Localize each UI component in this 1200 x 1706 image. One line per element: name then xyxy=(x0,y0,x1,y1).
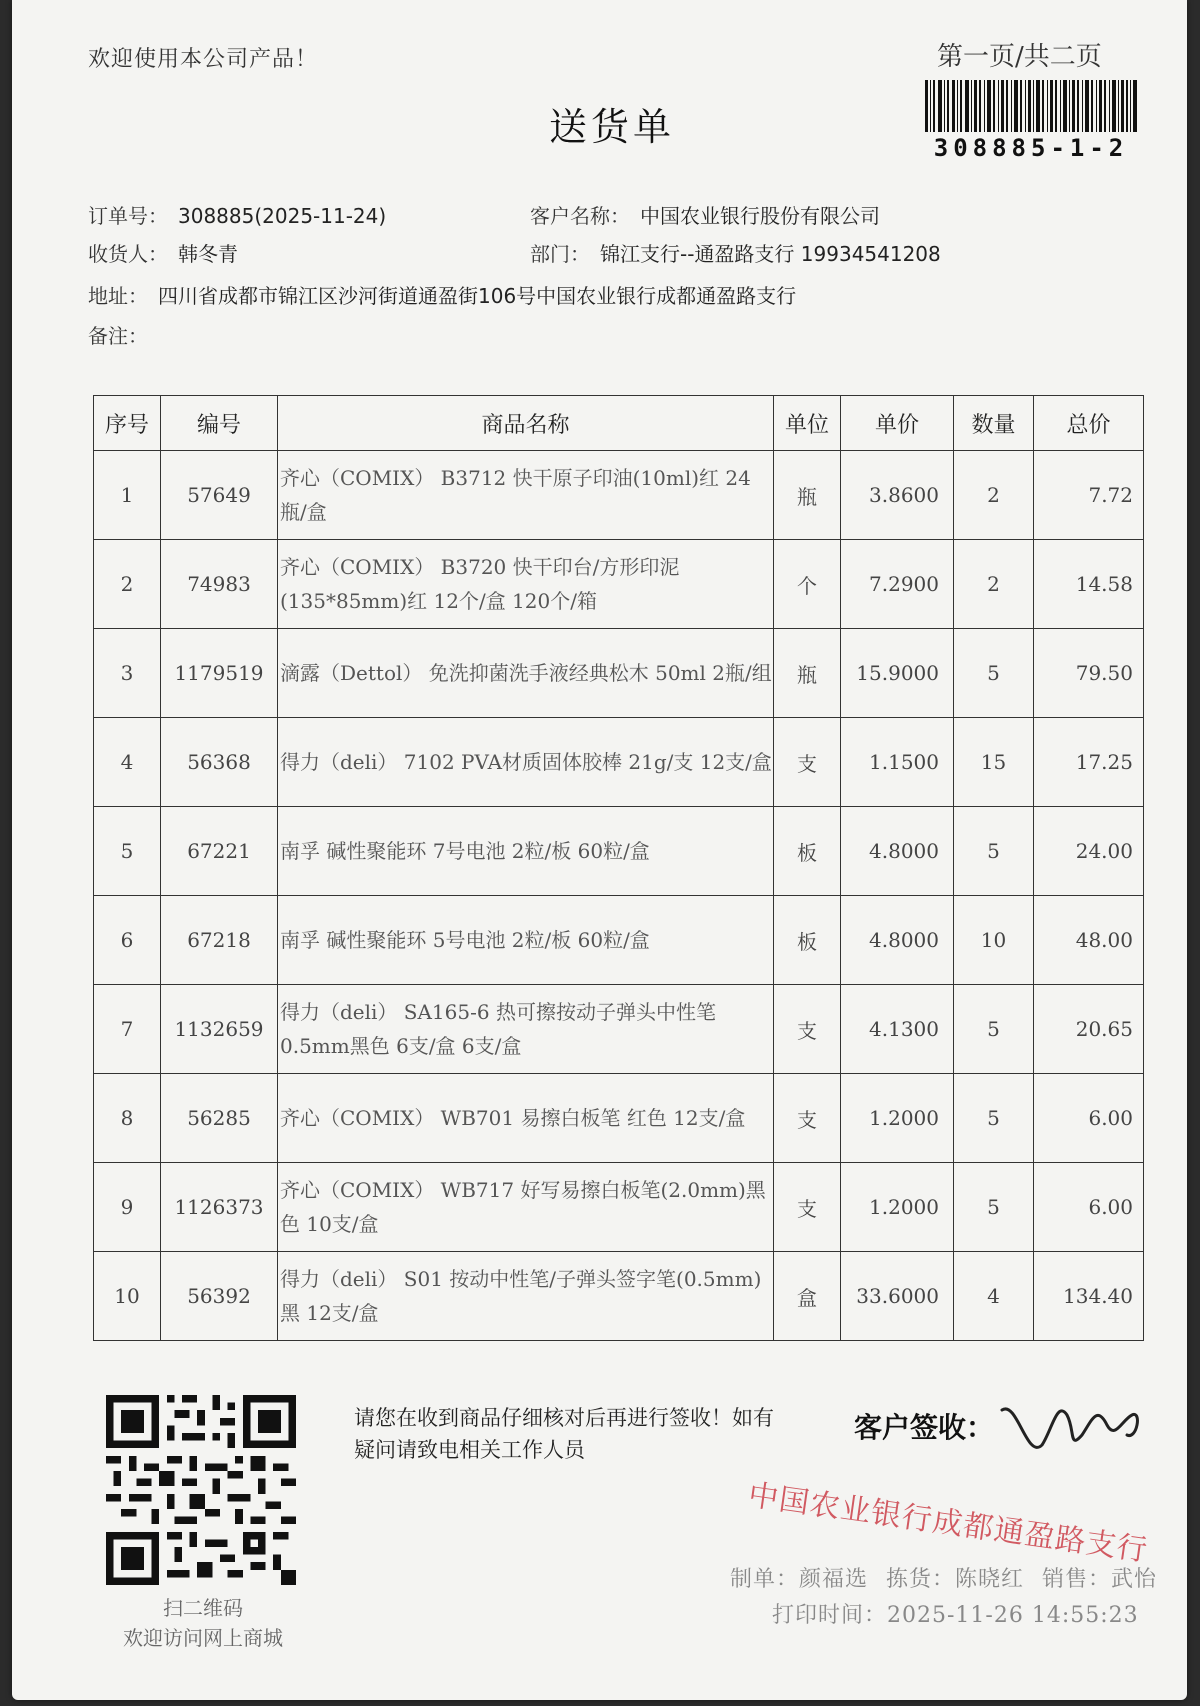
header-unit: 单位 xyxy=(774,396,841,451)
row-product-name: 得力（deli） S01 按动中性笔/子弹头签字笔(0.5mm)黑 12支/盒 xyxy=(278,1252,774,1341)
customer-name-field xyxy=(530,200,880,229)
staff-info xyxy=(730,1562,1167,1593)
page-indicator: 第一页/共二页 xyxy=(937,42,1102,72)
department-value: 锦江支行--通盈路支行 19934541208 xyxy=(600,242,941,266)
remark-field xyxy=(88,320,148,349)
qr-caption-line1: 扫二维码 xyxy=(163,1596,243,1620)
qr-caption-line2: 欢迎访问网上商城 xyxy=(123,1626,283,1650)
row-product-name: 齐心（COMIX） B3720 快干印台/方形印泥(135*85mm)红 12个/盒 120个/箱 xyxy=(278,540,774,629)
table-row xyxy=(94,718,1144,807)
row-unit-price: 7.2900 xyxy=(841,540,954,629)
row-product-name: 齐心（COMIX） WB717 好写易擦白板笔(2.0mm)黑色 10支/盒 xyxy=(278,1163,774,1252)
row-code: 1179519 xyxy=(161,629,278,718)
items-table xyxy=(93,395,1144,1341)
row-unit: 瓶 xyxy=(774,451,841,540)
address-label: 地址： xyxy=(88,284,148,308)
customer-name-label: 客户名称： xyxy=(530,204,630,228)
row-code: 1126373 xyxy=(161,1163,278,1252)
table-row xyxy=(94,1074,1144,1163)
row-product-name: 滴露（Dettol） 免洗抑菌洗手液经典松木 50ml 2瓶/组 xyxy=(278,629,774,718)
bank-stamp: 中国农业银行成都通盈路支行 xyxy=(746,1477,1150,1569)
row-total: 48.00 xyxy=(1034,896,1144,985)
welcome-text: 欢迎使用本公司产品！ xyxy=(88,47,319,72)
row-quantity: 4 xyxy=(954,1252,1034,1341)
row-code: 74983 xyxy=(161,540,278,629)
department-label: 部门： xyxy=(530,242,590,266)
row-unit: 板 xyxy=(774,807,841,896)
signature-scribble xyxy=(997,1390,1147,1470)
table-row xyxy=(94,540,1144,629)
row-total: 6.00 xyxy=(1034,1163,1144,1252)
row-quantity: 10 xyxy=(954,896,1034,985)
department-field xyxy=(530,238,941,267)
receiver-field xyxy=(88,238,238,267)
row-unit-price: 1.2000 xyxy=(841,1163,954,1252)
barcode-number: 308885-1-2 xyxy=(933,134,1129,162)
row-total: 20.65 xyxy=(1034,985,1144,1074)
remark-label: 备注： xyxy=(88,324,148,348)
row-seq: 5 xyxy=(94,807,161,896)
row-unit-price: 4.1300 xyxy=(841,985,954,1074)
document-title: 送货单 xyxy=(548,105,675,149)
table-row xyxy=(94,451,1144,540)
row-unit-price: 15.9000 xyxy=(841,629,954,718)
picker-label: 拣货：陈晓红 xyxy=(886,1567,1025,1592)
row-seq: 10 xyxy=(94,1252,161,1341)
row-product-name: 齐心（COMIX） WB701 易擦白板笔 红色 12支/盒 xyxy=(278,1074,774,1163)
row-seq: 4 xyxy=(94,718,161,807)
maker-label: 制单：颜福选 xyxy=(730,1567,869,1592)
table-row xyxy=(94,807,1144,896)
row-quantity: 5 xyxy=(954,985,1034,1074)
address-value: 四川省成都市锦江区沙河街道通盈街106号中国农业银行成都通盈路支行 xyxy=(158,284,797,308)
row-product-name: 南孚 碱性聚能环 7号电池 2粒/板 60粒/盒 xyxy=(278,807,774,896)
row-product-name: 南孚 碱性聚能环 5号电池 2粒/板 60粒/盒 xyxy=(278,896,774,985)
order-number-value: 308885(2025-11-24) xyxy=(178,204,387,228)
row-quantity: 5 xyxy=(954,1074,1034,1163)
row-seq: 6 xyxy=(94,896,161,985)
table-row xyxy=(94,629,1144,718)
row-product-name: 得力（deli） SA165-6 热可擦按动子弹头中性笔 0.5mm黑色 6支/盒 6支/盒 xyxy=(278,985,774,1074)
row-total: 14.58 xyxy=(1034,540,1144,629)
order-number-field xyxy=(88,200,386,229)
row-seq: 3 xyxy=(94,629,161,718)
table-row xyxy=(94,896,1144,985)
table-row xyxy=(94,985,1144,1074)
address-field xyxy=(88,280,796,309)
row-unit: 支 xyxy=(774,1074,841,1163)
receiver-value: 韩冬青 xyxy=(178,242,238,266)
row-quantity: 2 xyxy=(954,540,1034,629)
row-quantity: 2 xyxy=(954,451,1034,540)
row-unit: 个 xyxy=(774,540,841,629)
row-seq: 7 xyxy=(94,985,161,1074)
row-total: 79.50 xyxy=(1034,629,1144,718)
row-unit: 板 xyxy=(774,896,841,985)
row-product-name: 齐心（COMIX） B3712 快干原子印油(10ml)红 24瓶/盒 xyxy=(278,451,774,540)
row-unit-price: 4.8000 xyxy=(841,896,954,985)
row-seq: 1 xyxy=(94,451,161,540)
customer-name-value: 中国农业银行股份有限公司 xyxy=(640,204,880,228)
row-code: 56285 xyxy=(161,1074,278,1163)
table-header-row xyxy=(94,396,1144,451)
print-time: 打印时间：2025-11-26 14:55:23 xyxy=(772,1603,1139,1628)
row-product-name: 得力（deli） 7102 PVA材质固体胶棒 21g/支 12支/盒 xyxy=(278,718,774,807)
row-code: 67218 xyxy=(161,896,278,985)
header-seq: 序号 xyxy=(94,396,161,451)
row-unit-price: 33.6000 xyxy=(841,1252,954,1341)
row-code: 1132659 xyxy=(161,985,278,1074)
row-quantity: 15 xyxy=(954,718,1034,807)
row-total: 134.40 xyxy=(1034,1252,1144,1341)
table-row xyxy=(94,1252,1144,1341)
row-total: 24.00 xyxy=(1034,807,1144,896)
header-total: 总价 xyxy=(1034,396,1144,451)
signing-notice: 请您在收到商品仔细核对后再进行签收！如有疑问请致电相关工作人员 xyxy=(354,1406,774,1462)
customer-sign-label: 客户签收： xyxy=(854,1411,995,1444)
header-unit-price: 单价 xyxy=(841,396,954,451)
row-code: 57649 xyxy=(161,451,278,540)
delivery-note-paper xyxy=(12,0,1187,1700)
qr-caption xyxy=(88,1593,318,1653)
header-code: 编号 xyxy=(161,396,278,451)
row-unit: 盒 xyxy=(774,1252,841,1341)
row-quantity: 5 xyxy=(954,1163,1034,1252)
row-seq: 9 xyxy=(94,1163,161,1252)
row-code: 56392 xyxy=(161,1252,278,1341)
row-seq: 8 xyxy=(94,1074,161,1163)
header-product-name: 商品名称 xyxy=(278,396,774,451)
qr-code-image xyxy=(106,1395,296,1585)
order-number-label: 订单号： xyxy=(88,204,168,228)
receiver-label: 收货人： xyxy=(88,242,168,266)
seller-label: 销售：武怡 xyxy=(1042,1567,1158,1592)
row-total: 17.25 xyxy=(1034,718,1144,807)
row-total: 7.72 xyxy=(1034,451,1144,540)
row-unit-price: 1.2000 xyxy=(841,1074,954,1163)
row-seq: 2 xyxy=(94,540,161,629)
row-code: 67221 xyxy=(161,807,278,896)
row-unit: 支 xyxy=(774,718,841,807)
row-quantity: 5 xyxy=(954,807,1034,896)
row-total: 6.00 xyxy=(1034,1074,1144,1163)
table-row xyxy=(94,1163,1144,1252)
header-quantity: 数量 xyxy=(954,396,1034,451)
row-unit: 支 xyxy=(774,985,841,1074)
row-unit: 瓶 xyxy=(774,629,841,718)
row-unit: 支 xyxy=(774,1163,841,1252)
row-unit-price: 3.8600 xyxy=(841,451,954,540)
row-code: 56368 xyxy=(161,718,278,807)
row-unit-price: 1.1500 xyxy=(841,718,954,807)
row-unit-price: 4.8000 xyxy=(841,807,954,896)
row-quantity: 5 xyxy=(954,629,1034,718)
